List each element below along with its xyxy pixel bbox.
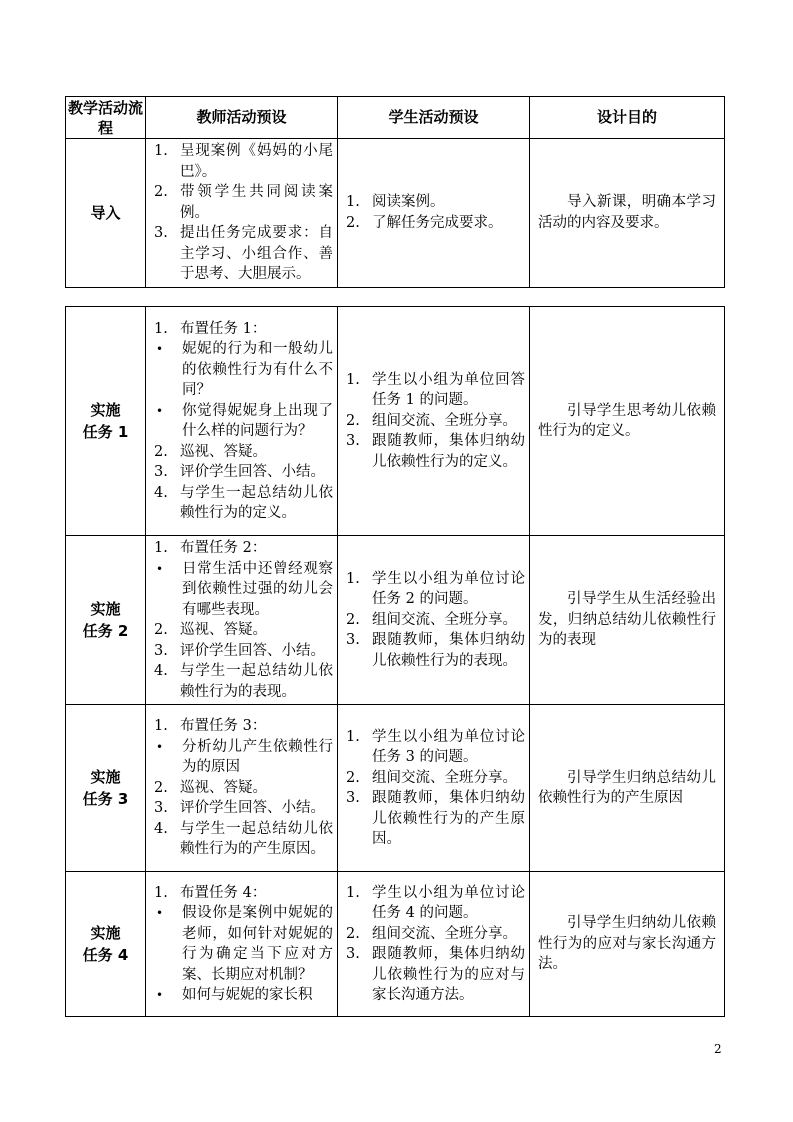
list-number: 3.	[154, 642, 168, 659]
list-item-text: 组间交流、全班分享。	[372, 925, 517, 942]
list-item	[344, 768, 525, 789]
list-item	[344, 883, 525, 924]
bullet-marker: •	[156, 561, 164, 576]
bullet-marker: •	[156, 988, 164, 1002]
tasks-table	[65, 306, 725, 1017]
header-flow: 教学活动流程	[66, 97, 146, 139]
list-item	[152, 538, 333, 559]
list-item	[344, 370, 525, 411]
list-item	[344, 213, 525, 234]
list-item-text: 跟随教师，集体归纳幼儿依赖性行为的定义。	[372, 433, 525, 470]
list-item	[152, 620, 333, 641]
list-item	[152, 883, 333, 904]
list-number: 2.	[346, 925, 360, 942]
list-item	[344, 569, 525, 610]
bullet-marker: •	[156, 739, 164, 754]
list-item	[152, 985, 333, 1006]
list-item	[152, 819, 333, 860]
list-item	[344, 924, 525, 945]
list-item	[344, 727, 525, 768]
student-cell	[338, 705, 530, 872]
list-item-text: 布置任务 2：	[180, 540, 267, 556]
table-row	[66, 307, 725, 536]
stage-label: 实施 任务 3	[82, 768, 129, 808]
list-number: 1.	[154, 540, 168, 556]
stage-label: 实施 任务 4	[82, 924, 129, 964]
list-number: 1.	[346, 194, 360, 211]
stage-label: 实施 任务 2	[82, 600, 129, 640]
bullet-marker: •	[156, 403, 164, 418]
list-number: 3.	[154, 800, 168, 817]
list-item-text: 分析幼儿产生依赖性行为的原因	[182, 738, 333, 776]
header-table	[65, 96, 725, 288]
list-item-text: 带领学生共同阅读案例。	[180, 184, 333, 221]
list-item-text: 阅读案例。	[372, 194, 445, 211]
list-item-text: 你觉得妮妮身上出现了什么样的问题行为？	[182, 402, 333, 439]
list-item-text: 巡视、答疑。	[180, 779, 267, 796]
list-number: 2.	[346, 769, 360, 786]
list-item	[152, 641, 333, 662]
list-number: 3.	[154, 464, 168, 480]
list-item	[344, 788, 525, 850]
list-item-text: 如何与妮妮的家长积	[182, 987, 313, 1003]
purpose-text: 引导学生从生活经验出发，归纳总结幼儿依赖性行为的表现	[538, 591, 716, 649]
list-item	[344, 431, 525, 472]
list-number: 1.	[154, 320, 168, 337]
list-item	[152, 141, 333, 182]
purpose-text: 引导学生归纳总结幼儿依赖性行为的产生原因	[538, 769, 716, 806]
student-cell	[338, 536, 530, 705]
list-item-text: 巡视、答疑。	[180, 443, 267, 460]
list-number: 4.	[154, 820, 168, 837]
list-item-text: 学生以小组为单位讨论任务 4 的问题。	[372, 884, 525, 921]
list-number: 3.	[346, 632, 360, 649]
list-item	[152, 401, 333, 442]
purpose-text: 引导学生思考幼儿依赖性行为的定义。	[538, 402, 716, 439]
table-row	[66, 536, 725, 705]
list-item-text: 组间交流、全班分享。	[372, 412, 517, 429]
list-item-text: 呈现案例《妈妈的小尾巴》。	[180, 143, 333, 180]
student-cell	[338, 307, 530, 536]
list-item	[152, 442, 333, 463]
list-number: 1.	[346, 884, 360, 901]
header-student: 学生活动预设	[338, 97, 530, 139]
list-item-text: 假设你是案例中妮妮的老师，如何针对妮妮的行为确定当下应对方案、长期应对机制？	[182, 905, 333, 983]
teacher-cell	[146, 307, 338, 536]
purpose-cell	[530, 705, 725, 872]
purpose-cell	[530, 139, 725, 288]
stage-cell	[66, 536, 146, 705]
bullet-marker: •	[156, 906, 164, 920]
stage-cell	[66, 705, 146, 872]
list-number: 2.	[154, 184, 168, 200]
teacher-cell	[146, 705, 338, 872]
table-row	[66, 872, 725, 1017]
list-item	[344, 192, 525, 213]
list-item	[344, 610, 525, 631]
list-item	[152, 462, 333, 483]
purpose-cell	[530, 536, 725, 705]
teacher-cell	[146, 139, 338, 288]
list-item	[152, 182, 333, 223]
list-number: 1.	[346, 371, 360, 388]
list-number: 4.	[154, 663, 168, 679]
list-number: 2.	[154, 443, 168, 460]
list-number: 2.	[154, 779, 168, 796]
student-cell	[338, 872, 530, 1017]
list-number: 3.	[346, 790, 360, 806]
list-number: 2.	[346, 611, 360, 628]
stage-cell	[66, 307, 146, 536]
list-item	[344, 411, 525, 432]
header-purpose: 设计目的	[530, 97, 725, 139]
list-item-text: 提出任务完成要求：自主学习、小组合作、善于思考、大胆展示。	[180, 225, 333, 282]
student-cell	[338, 139, 530, 288]
list-number: 3.	[346, 946, 360, 962]
list-item	[344, 944, 525, 1006]
list-item-text: 了解任务完成要求。	[372, 214, 503, 231]
list-item-text: 与学生一起总结幼儿依赖性行为的定义。	[180, 484, 333, 521]
list-item-text: 组间交流、全班分享。	[372, 611, 517, 628]
list-item-text: 评价学生回答、小结。	[180, 464, 325, 480]
list-item	[152, 798, 333, 819]
list-number: 1.	[154, 718, 168, 735]
list-item-text: 布置任务 3：	[180, 718, 267, 735]
list-item	[152, 903, 333, 985]
stage-cell: 导入	[66, 139, 146, 288]
list-item-text: 学生以小组为单位回答任务 1 的问题。	[372, 371, 525, 409]
list-item	[152, 483, 333, 524]
list-number: 3.	[154, 225, 168, 241]
list-item-text: 布置任务 1：	[180, 320, 267, 337]
bullet-marker: •	[156, 342, 164, 356]
table-row	[66, 705, 725, 872]
list-item-text: 妮妮的行为和一般幼儿的依赖性行为有什么不同？	[182, 341, 333, 398]
list-item	[344, 630, 525, 671]
purpose-cell	[530, 307, 725, 536]
list-item	[152, 223, 333, 285]
list-item	[152, 737, 333, 778]
list-number: 3.	[346, 433, 360, 450]
list-item-text: 巡视、答疑。	[180, 622, 267, 638]
teacher-cell	[146, 536, 338, 705]
list-item-text: 日常生活中还曾经观察到依赖性过强的幼儿会有哪些表现。	[182, 560, 333, 618]
list-item	[152, 661, 333, 702]
list-item-text: 跟随教师，集体归纳幼儿依赖性行为的应对与家长沟通方法。	[372, 946, 525, 1003]
purpose-text: 导入新课，明确本学习活动的内容及要求。	[538, 194, 716, 231]
list-item	[152, 559, 333, 621]
purpose-cell	[530, 872, 725, 1017]
list-item-text: 组间交流、全班分享。	[372, 769, 517, 786]
list-item-text: 与学生一起总结幼儿依赖性行为的产生原因。	[180, 820, 333, 858]
list-item-text: 评价学生回答、小结。	[180, 642, 325, 659]
table-row	[66, 139, 725, 288]
list-item-text: 跟随教师，集体归纳幼儿依赖性行为的产生原因。	[372, 790, 525, 847]
list-item-text: 跟随教师，集体归纳幼儿依赖性行为的表现。	[372, 632, 525, 669]
list-item-text: 学生以小组为单位讨论任务 2 的问题。	[372, 570, 525, 608]
page-number: 2	[714, 1042, 722, 1056]
list-number: 4.	[154, 484, 168, 501]
stage-label: 实施 任务 1	[82, 401, 129, 441]
list-item	[152, 778, 333, 799]
list-number: 2.	[154, 622, 168, 638]
purpose-text: 引导学生归纳幼儿依赖性行为的应对与家长沟通方法。	[538, 915, 716, 973]
stage-cell	[66, 872, 146, 1017]
list-item	[152, 319, 333, 340]
list-number: 2.	[346, 214, 360, 231]
list-item-text: 评价学生回答、小结。	[180, 800, 325, 817]
list-number: 1.	[154, 884, 168, 901]
list-number: 1.	[346, 728, 360, 745]
list-item	[152, 716, 333, 737]
list-item-text: 学生以小组为单位讨论任务 3 的问题。	[372, 728, 525, 765]
list-item-text: 布置任务 4：	[180, 884, 267, 901]
list-number: 2.	[346, 412, 360, 429]
list-item	[152, 339, 333, 401]
list-number: 1.	[346, 570, 360, 587]
list-number: 1.	[154, 143, 168, 159]
teacher-cell	[146, 872, 338, 1017]
header-teacher: 教师活动预设	[146, 97, 338, 139]
list-item-text: 与学生一起总结幼儿依赖性行为的表现。	[180, 663, 333, 700]
